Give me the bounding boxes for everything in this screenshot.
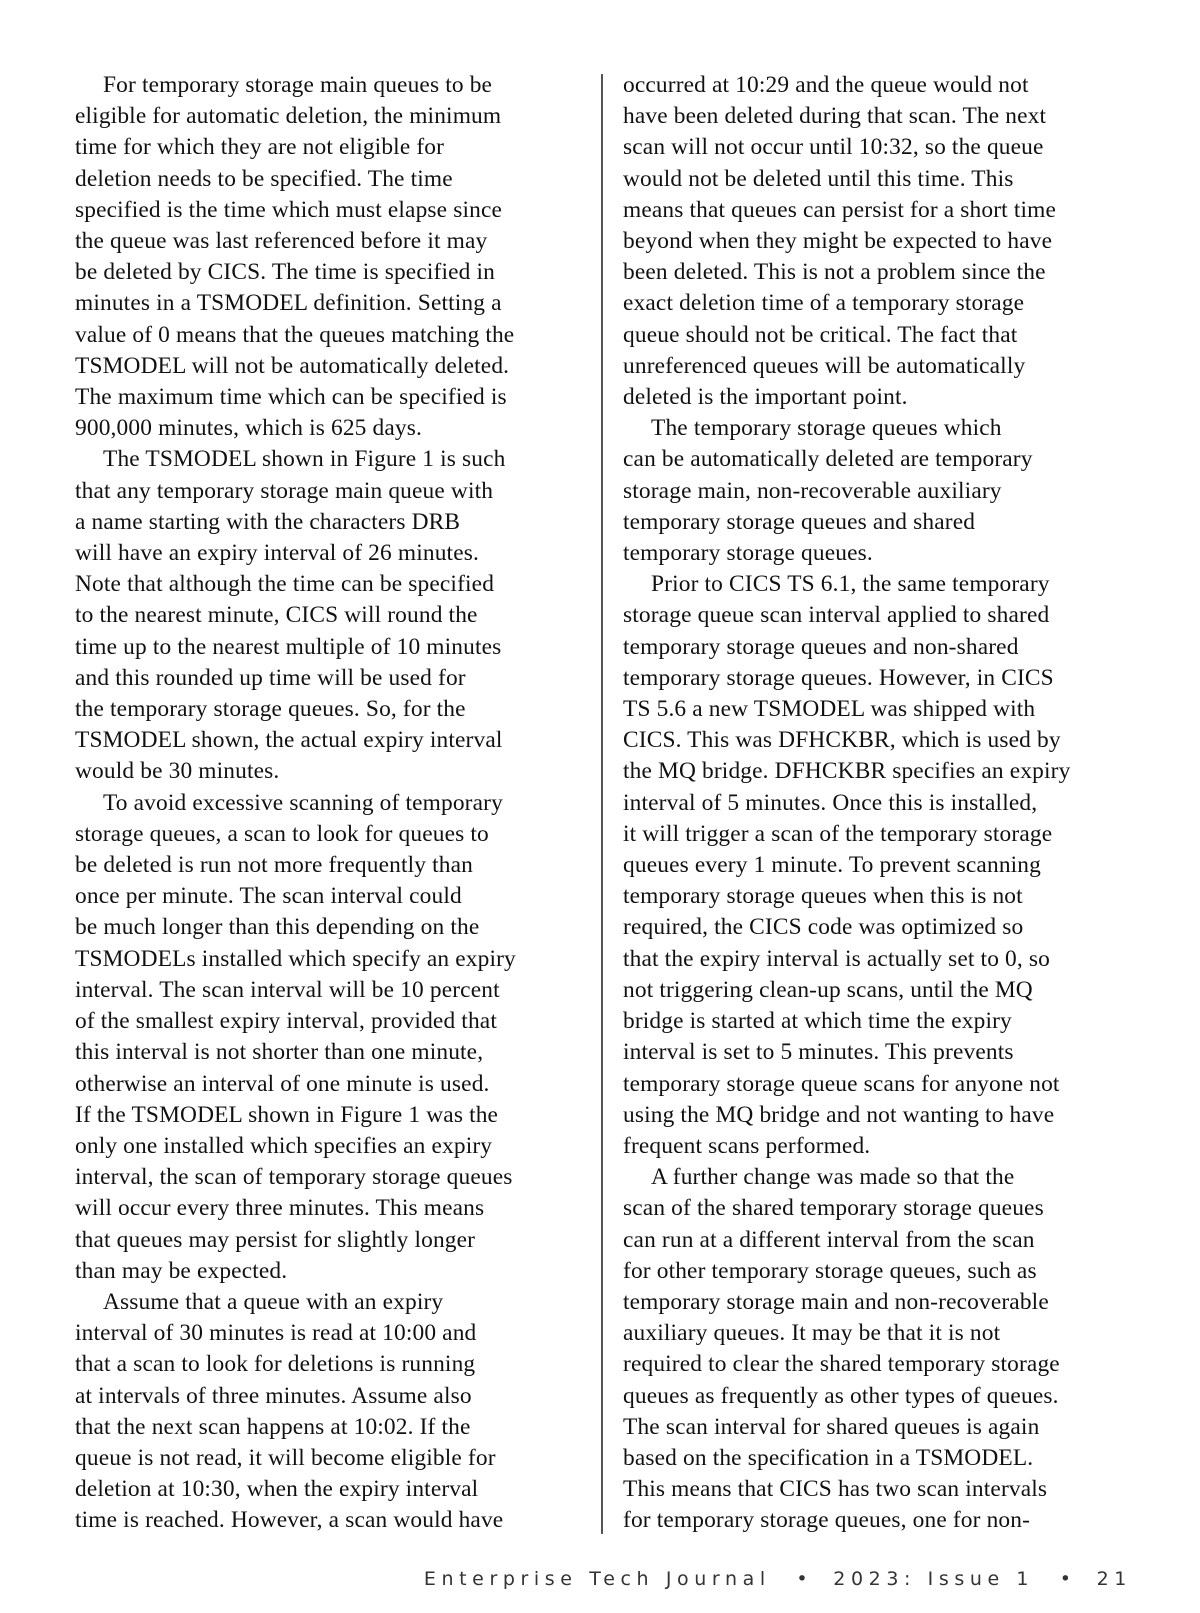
text-line: value of 0 means that the queues matching the — [75, 321, 515, 348]
text-line: The scan interval for shared queues is again — [623, 1413, 1040, 1440]
text-line: beyond when they might be expected to have — [623, 228, 1053, 255]
text-line: This means that CICS has two scan intervals — [623, 1476, 1048, 1503]
text-line: TS 5.6 a new TSMODEL was shipped with — [623, 696, 1036, 723]
text-line: be deleted is run not more frequently than — [75, 852, 473, 879]
text-line: storage main, non-recoverable auxiliary — [623, 477, 1002, 504]
text-line: that the expiry interval is actually set to 0, so — [623, 945, 1050, 972]
text-line: To avoid excessive scanning of temporary — [103, 789, 503, 816]
text-line: deletion at 10:30, when the expiry interval — [75, 1476, 479, 1503]
text-line: deletion needs to be specified. The time — [75, 165, 453, 192]
text-line: that a scan to look for deletions is running — [75, 1351, 476, 1378]
text-line: exact deletion time of a temporary storage — [623, 290, 1025, 317]
text-line: temporary storage queues. However, in CICS — [623, 664, 1054, 691]
text-line: The temporary storage queues which — [651, 415, 1002, 442]
text-line: TSMODEL shown, the actual expiry interval — [75, 727, 503, 754]
right-text-column — [623, 70, 1133, 1537]
text-line: than may be expected. — [75, 1257, 288, 1284]
text-line: storage queue scan interval applied to shared — [623, 602, 1050, 629]
text-line: frequent scans performed. — [623, 1132, 871, 1159]
text-line: The maximum time which can be specified is — [75, 384, 507, 411]
text-line: Note that although the time can be specified — [75, 571, 495, 598]
publication-name: Enterprise Tech Journal — [423, 1568, 771, 1590]
text-line: temporary storage main and non-recoverable — [623, 1288, 1049, 1315]
text-line: that the next scan happens at 10:02. If the — [75, 1413, 471, 1440]
text-line: bridge is started at which time the expiry — [623, 1008, 1012, 1035]
text-line: not triggering clean-up scans, until the MQ — [623, 976, 1033, 1003]
text-line: 900,000 minutes, which is 625 days. — [75, 415, 422, 442]
text-line: once per minute. The scan interval could — [75, 883, 462, 910]
page-footer — [424, 1568, 1132, 1590]
footer-separator: • — [796, 1568, 808, 1590]
text-line: interval. The scan interval will be 10 percent — [75, 976, 500, 1003]
text-line: time is reached. However, a scan would have — [75, 1507, 504, 1534]
text-line: interval of 5 minutes. Once this is installed, — [623, 789, 1038, 816]
text-line: TSMODELs installed which specify an expiry — [75, 945, 516, 972]
text-line: CICS. This was DFHCKBR, which is used by — [623, 727, 1061, 754]
text-line: scan of the shared temporary storage queues — [623, 1195, 1044, 1222]
text-line: that any temporary storage main queue with — [75, 477, 494, 504]
text-line: using the MQ bridge and not wanting to have — [623, 1101, 1055, 1128]
text-line: temporary storage queues. — [623, 540, 873, 567]
text-line: A further change was made so that the — [651, 1164, 1015, 1191]
text-line: interval is set to 5 minutes. This prevents — [623, 1039, 1014, 1066]
text-line: Prior to CICS TS 6.1, the same temporary — [651, 571, 1050, 598]
text-line: The TSMODEL shown in Figure 1 is such — [103, 446, 506, 473]
text-line: would not be deleted until this time. This — [623, 165, 1014, 192]
page-number: 21 — [1096, 1568, 1132, 1590]
text-line: queue is not read, it will become eligible for — [75, 1444, 496, 1471]
text-line: been deleted. This is not a problem since the — [623, 259, 1046, 286]
text-line: TSMODEL will not be automatically deleted. — [75, 352, 510, 379]
text-line: interval, the scan of temporary storage queues — [75, 1164, 513, 1191]
column-divider — [601, 74, 603, 1534]
text-line: time for which they are not eligible for — [75, 134, 445, 161]
text-line: auxiliary queues. It may be that it is not — [623, 1320, 1001, 1347]
footer-separator: • — [1059, 1568, 1071, 1590]
text-line: have been deleted during that scan. The next — [623, 103, 1047, 130]
text-line: Assume that a queue with an expiry — [103, 1288, 444, 1315]
text-line: at intervals of three minutes. Assume also — [75, 1382, 472, 1409]
left-text-column — [75, 70, 575, 1537]
text-line: For temporary storage main queues to be — [103, 72, 493, 98]
text-line: queues as frequently as other types of queues. — [623, 1382, 1059, 1409]
text-line: If the TSMODEL shown in Figure 1 was the — [75, 1101, 499, 1128]
text-line: for temporary storage queues, one for non- — [623, 1507, 1031, 1534]
text-line: means that queues can persist for a short time — [623, 196, 1057, 223]
text-line: the queue was last referenced before it may — [75, 228, 488, 255]
text-line: would be 30 minutes. — [75, 758, 280, 785]
text-line: required, the CICS code was optimized so — [623, 914, 1024, 941]
text-line: eligible for automatic deletion, the minimum — [75, 103, 502, 130]
text-line: a name starting with the characters DRB — [75, 508, 461, 535]
text-line: that queues may persist for slightly longer — [75, 1226, 476, 1253]
text-line: be deleted by CICS. The time is specified in — [75, 259, 495, 286]
text-line: storage queues, a scan to look for queues to — [75, 820, 489, 847]
text-line: based on the specification in a TSMODEL. — [623, 1444, 1034, 1471]
text-line: it will trigger a scan of the temporary storage — [623, 820, 1053, 847]
text-line: only one installed which specifies an expiry — [75, 1132, 493, 1159]
text-line: temporary storage queues when this is not — [623, 883, 1023, 910]
text-line: will occur every three minutes. This means — [75, 1195, 485, 1222]
text-line: of the smallest expiry interval, provided that — [75, 1008, 497, 1035]
text-line: and this rounded up time will be used for — [75, 664, 466, 691]
text-line: queues every 1 minute. To prevent scanning — [623, 852, 1041, 879]
text-line: will have an expiry interval of 26 minutes. — [75, 540, 479, 567]
text-line: temporary storage queue scans for anyone not — [623, 1070, 1060, 1097]
text-line: required to clear the shared temporary storage — [623, 1351, 1060, 1378]
issue-label: 2023: Issue 1 — [833, 1568, 1035, 1590]
text-line: for other temporary storage queues, such as — [623, 1257, 1037, 1284]
text-line: occurred at 10:29 and the queue would not — [623, 72, 1029, 98]
text-line: can run at a different interval from the scan — [623, 1226, 1035, 1253]
text-line: scan will not occur until 10:32, so the queue — [623, 134, 1044, 161]
text-line: to the nearest minute, CICS will round the — [75, 602, 478, 629]
text-line: minutes in a TSMODEL definition. Setting a — [75, 290, 502, 317]
text-line: unreferenced queues will be automatically — [623, 352, 1026, 379]
text-line: otherwise an interval of one minute is used. — [75, 1070, 490, 1097]
text-line: temporary storage queues and non-shared — [623, 633, 1019, 660]
text-line: queue should not be critical. The fact that — [623, 321, 1018, 348]
text-line: can be automatically deleted are temporary — [623, 446, 1033, 473]
text-line: interval of 30 minutes is read at 10:00 and — [75, 1320, 477, 1347]
text-line: temporary storage queues and shared — [623, 508, 976, 535]
text-line: this interval is not shorter than one minute, — [75, 1039, 484, 1066]
text-line: deleted is the important point. — [623, 384, 908, 411]
text-line: time up to the nearest multiple of 10 minutes — [75, 633, 502, 660]
text-line: specified is the time which must elapse since — [75, 196, 503, 223]
text-line: be much longer than this depending on the — [75, 914, 480, 941]
text-line: the MQ bridge. DFHCKBR specifies an expiry — [623, 758, 1071, 785]
text-line: the temporary storage queues. So, for the — [75, 696, 466, 723]
